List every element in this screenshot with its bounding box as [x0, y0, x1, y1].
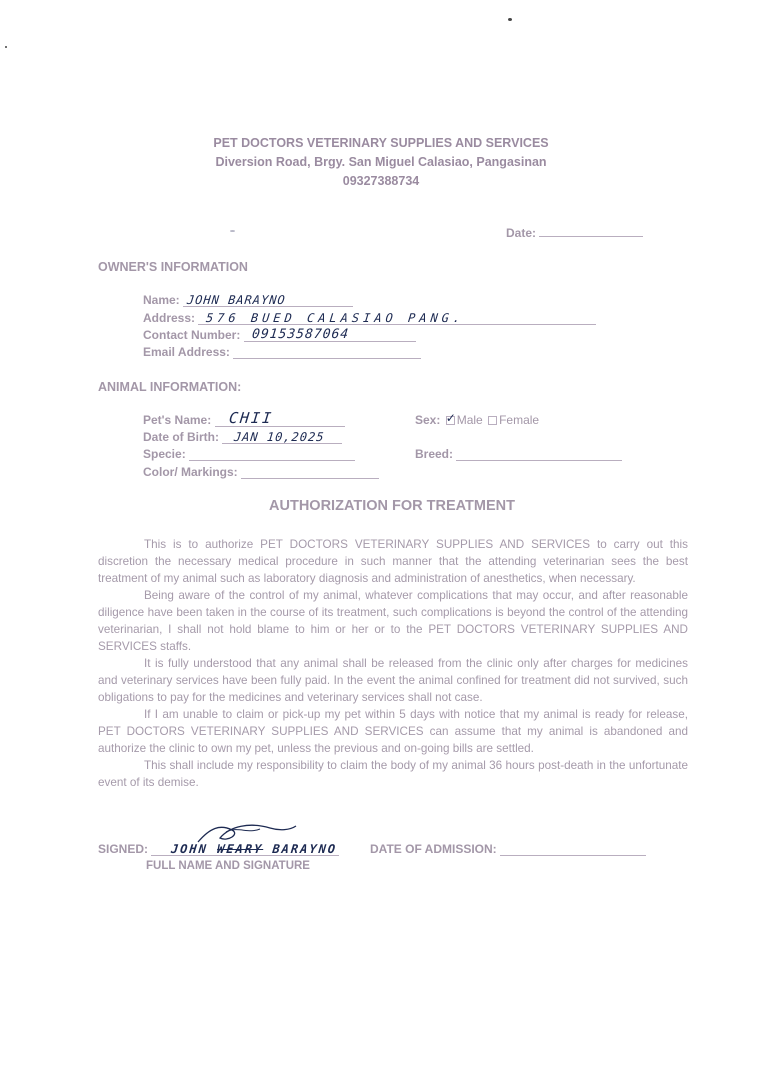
dob-field	[143, 430, 342, 444]
breed-field	[415, 447, 622, 461]
checkmark-icon: ✓	[445, 411, 456, 426]
authorization-paragraph: It is fully understood that any animal shall be released from the clinic only after charges for medicines and veterinary services have been fully paid. In the event the animal confined for treatment did not survived, such obligations to pay for the medicines and veterinary services shall not case.	[98, 657, 688, 704]
owner-info-heading: OWNER'S INFORMATION	[98, 260, 248, 274]
sex-field	[415, 413, 539, 427]
pet-name-value: CHII	[227, 409, 274, 427]
male-option-label: Male	[456, 413, 483, 427]
authorization-paragraph: If I am unable to claim or pick-up my pet within 5 days with notice that my animal is ready for release, PET DOCTORS VETERINARY SUPPLIES AND SERVICES can assume that my animal is abandoned and authorize the clinic to own my pet, unless the previous and on-going bills are settled.	[98, 708, 688, 755]
owner-contact-line	[244, 328, 416, 342]
sex-label: Sex:	[415, 413, 441, 427]
owner-contact-label: Contact Number:	[143, 328, 241, 342]
pet-name-label: Pet's Name:	[143, 413, 212, 427]
admission-date-line	[500, 842, 646, 856]
owner-contact-value: 09153587064	[250, 327, 350, 342]
color-markings-label: Color/ Markings:	[143, 465, 238, 479]
signed-field	[98, 842, 339, 856]
admission-date-label: DATE OF ADMISSION:	[370, 842, 497, 856]
female-option-label: Female	[499, 413, 540, 427]
authorization-paragraph: This shall include my responsibility to claim the body of my animal 36 hours post-death in the unfortunate event of its demise.	[98, 759, 688, 789]
color-markings-line	[241, 465, 379, 479]
clinic-phone: 09327388734	[342, 174, 420, 188]
dob-value: JAN 10,2025	[233, 430, 326, 444]
signed-last-name: BARAYNO	[272, 842, 339, 856]
pet-name-line	[215, 409, 345, 427]
owner-address-label: Address:	[143, 311, 196, 325]
specie-label: Specie:	[143, 447, 186, 461]
date-line	[539, 225, 643, 237]
owner-contact-field	[143, 328, 416, 342]
scan-speck	[508, 18, 512, 21]
authorization-title: AUTHORIZATION FOR TREATMENT	[269, 498, 515, 514]
signature-caption: FULL NAME AND SIGNATURE	[146, 860, 310, 872]
authorization-paragraph: This is to authorize PET DOCTORS VETERINARY SUPPLIES AND SERVICES to carry out this discretion the necessary medical procedure in such manner that the attending veterinarian sees the best treatment of my animal such as laboratory diagnosis and administration of anesthetics, when necessary.	[98, 538, 688, 585]
pet-name-field	[143, 409, 345, 427]
scan-speck	[230, 230, 235, 232]
specie-field	[143, 447, 355, 461]
signed-name-value	[171, 842, 339, 856]
dob-line	[222, 430, 342, 444]
female-checkbox[interactable]	[488, 416, 497, 425]
owner-name-value: JOHN BARAYNO	[186, 293, 287, 307]
scan-speck	[5, 46, 7, 48]
date-label: Date:	[506, 226, 537, 240]
specie-line	[189, 447, 355, 461]
owner-address-value: 576 BUED CALASIAO PANG.	[205, 311, 466, 325]
owner-email-field	[143, 345, 421, 359]
owner-address-field	[143, 311, 596, 325]
color-markings-field	[143, 465, 379, 479]
signed-line	[151, 842, 339, 856]
authorization-paragraph: Being aware of the control of my animal, whatever complications that may occur, and after reasonable diligence have been taken in the course of its treatment, such complications is beyond the control of the attending veterinarian, I shall not hold blame to him or her or to the PET DOCTORS VETERINARY SUPPLIES AND SERVICES staffs.	[98, 589, 688, 653]
animal-info-heading: ANIMAL INFORMATION:	[98, 380, 242, 394]
signed-label: SIGNED:	[98, 842, 149, 856]
male-checkbox[interactable]	[445, 411, 456, 426]
owner-email-label: Email Address:	[143, 345, 230, 359]
owner-name-line	[183, 293, 353, 307]
owner-name-field	[143, 293, 353, 307]
clinic-name: PET DOCTORS VETERINARY SUPPLIES AND SERVICES	[213, 136, 549, 150]
signed-first-name: JOHN	[170, 842, 210, 856]
date-field	[506, 225, 643, 240]
signed-struck-name: WEARY	[216, 842, 265, 856]
owner-name-label: Name:	[143, 293, 180, 307]
clinic-address: Diversion Road, Brgy. San Miguel Calasiao, Pangasinan	[215, 155, 547, 169]
admission-date-field	[370, 842, 646, 856]
breed-line	[456, 447, 622, 461]
breed-label: Breed:	[415, 447, 454, 461]
owner-address-line	[198, 311, 596, 325]
authorization-body	[98, 536, 688, 791]
dob-label: Date of Birth:	[143, 430, 219, 444]
owner-email-line	[233, 345, 421, 359]
